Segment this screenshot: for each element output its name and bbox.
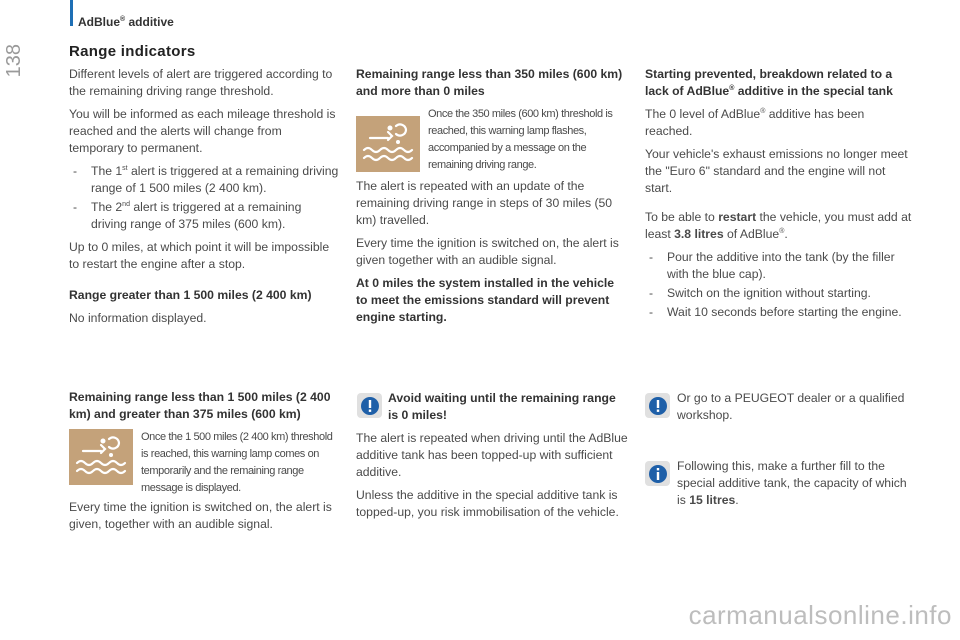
info-icon	[645, 461, 670, 486]
alert-list	[69, 163, 339, 233]
page-number: 138	[3, 44, 25, 78]
exclamation-icon	[645, 393, 670, 418]
lamp-note: Once the 350 miles (600 km) threshold is reached, this warning lamp flashes, accompanied by a message on the remaining driving range.	[428, 108, 613, 171]
paragraph: The 0 level of AdBlue® additive has been reached.	[645, 107, 865, 138]
paragraph: The alert is repeated when driving until the AdBlue additive tank has been topped-up with sufficient additive.	[356, 431, 628, 479]
subheading: Remaining range less than 350 miles (600 km) and more than 0 miles	[356, 67, 623, 98]
column-1-lower	[69, 389, 339, 539]
paragraph: Every time the ignition is switched on, the alert is given, together with an audible signal.	[69, 500, 332, 531]
header-accent-bar	[70, 0, 73, 26]
column-3	[645, 66, 915, 327]
subheading: Range greater than 1 500 miles (2 400 km)	[69, 288, 312, 302]
paragraph: You will be informed as each mileage threshold is reached and the alerts will change from temporary to permanent.	[69, 107, 336, 155]
list-item: - The 1st alert is triggered at a remaining driving range of 1 500 miles (2 400 km).	[69, 163, 339, 197]
column-1	[69, 66, 339, 333]
paragraph: Every time the ignition is switched on, the alert is given together with an audible signal.	[356, 236, 619, 267]
adblue-warning-lamp-icon	[356, 116, 420, 172]
section-header: AdBlue® additive	[78, 15, 174, 29]
paragraph: Up to 0 miles, at which point it will be impossible to restart the engine after a stop.	[69, 240, 330, 271]
subheading: Starting prevented, breakdown related to a lack of AdBlue® additive in the special tank	[645, 67, 893, 98]
paragraph: To be able to restart the vehicle, you must add at least 3.8 litres of AdBlue®.	[645, 210, 912, 241]
restart-steps-list	[645, 249, 915, 321]
info-note: Following this, make a further fill to the special additive tank, the capacity of which is 15 litres.	[677, 459, 907, 507]
list-item: - Pour the additive into the tank (by the filler with the blue cap).	[645, 249, 915, 283]
list-item: - The 2nd alert is triggered at a remaining driving range of 375 miles (600 km).	[69, 199, 339, 233]
subheading: At 0 miles the system installed in the vehicle to meet the emissions standard will prevent engine starting.	[356, 276, 615, 324]
watermark: carmanualsonline.info	[688, 600, 952, 630]
paragraph: The alert is repeated with an update of the remaining driving range in steps of 30 miles (50 km) travelled.	[356, 179, 613, 227]
paragraph: Different levels of alert are triggered according to the remaining driving range threshold.	[69, 67, 333, 98]
paragraph: Your vehicle's exhaust emissions no longer meet the "Euro 6" standard and the engine will not start.	[645, 147, 908, 195]
subheading: Remaining range less than 1 500 miles (2 400 km) and greater than 375 miles (600 km)	[69, 390, 331, 421]
warning-note-col2	[356, 390, 628, 527]
warning-heading: Avoid waiting until the remaining range is 0 miles!	[388, 391, 616, 422]
column-2	[356, 66, 628, 332]
paragraph: No information displayed.	[69, 311, 207, 325]
page-title: Range indicators	[69, 43, 196, 60]
paragraph: Unless the additive in the special additive tank is topped-up, you risk immobilisation of the vehicle.	[356, 488, 619, 519]
list-item: - Switch on the ignition without starting.	[645, 285, 915, 302]
adblue-warning-lamp-icon	[69, 429, 133, 485]
dealer-note: Or go to a PEUGEOT dealer or a qualified workshop.	[677, 391, 905, 422]
list-item: - Wait 10 seconds before starting the engine.	[645, 304, 915, 321]
lamp-note: Once the 1 500 miles (2 400 km) threshold is reached, this warning lamp comes on temporarily and the remaining range message is displayed.	[141, 431, 333, 494]
